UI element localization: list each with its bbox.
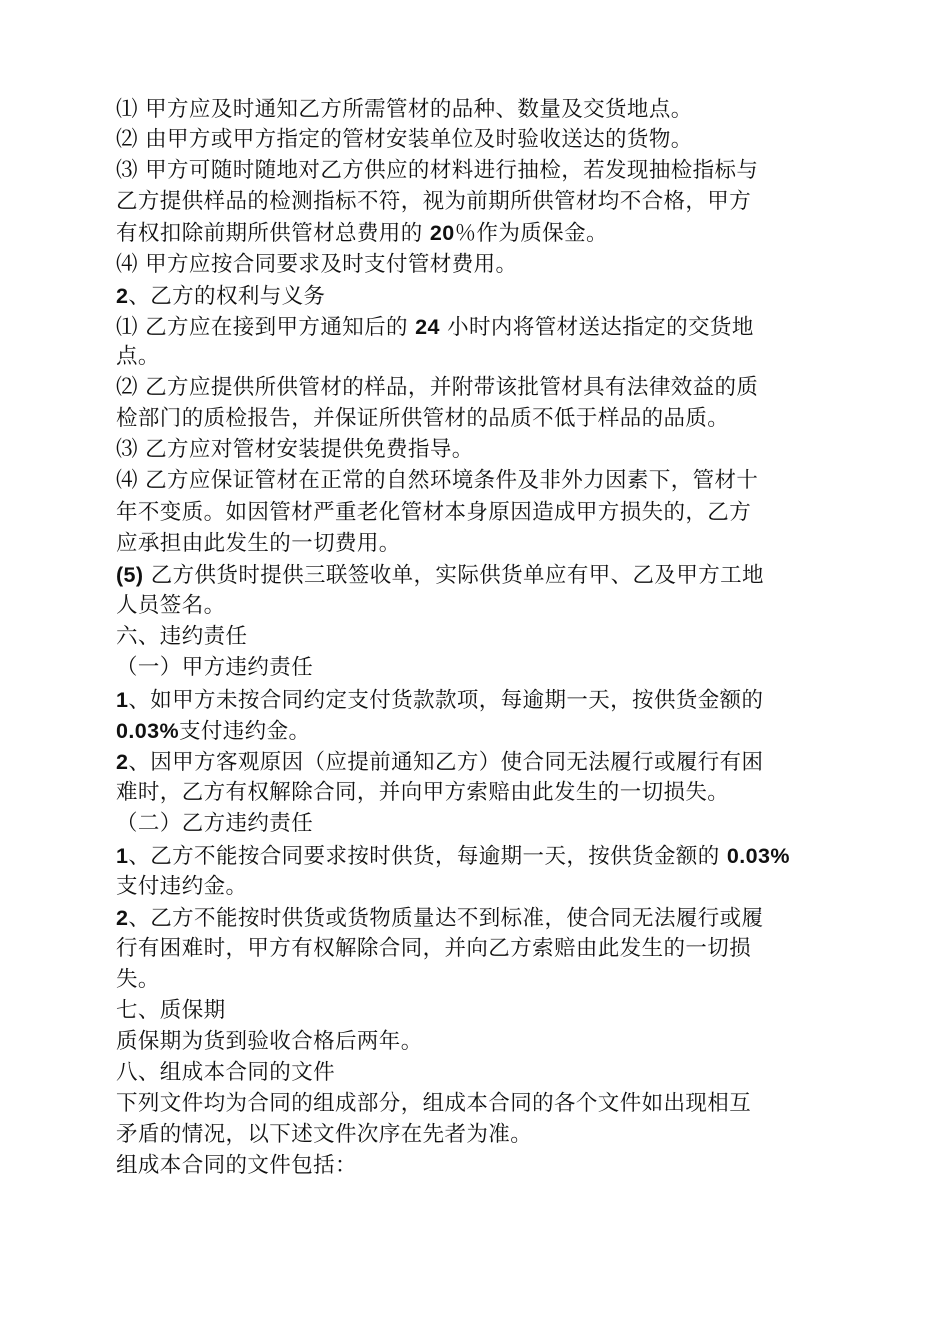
number-span: 24: [415, 315, 440, 339]
text-line: 支付违约金。: [116, 874, 248, 899]
text-line: 组成本合同的文件包括：: [116, 1153, 357, 1178]
text-line: 应承担由此发生的一切费用。: [116, 531, 401, 556]
text-line: [116, 218, 876, 249]
text-span: ％作为质保金。: [454, 221, 608, 246]
text-line: ⑶ 乙方应对管材安装提供免费指导。: [116, 437, 474, 462]
text-line: ⑶ 甲方可随时随地对乙方供应的材料进行抽检，若发现抽检指标与: [116, 158, 759, 183]
subsection-heading: （一）甲方违约责任: [116, 655, 314, 680]
number-span: 1: [116, 688, 129, 712]
text-line: [116, 560, 876, 591]
text-line: ⑵ 由甲方或甲方指定的管材安装单位及时验收送达的货物。: [116, 127, 693, 152]
text-line: 年不变质。如因管材严重老化管材本身原因造成甲方损失的，乙方: [116, 500, 752, 525]
text-span: ⑴ 乙方应在接到甲方通知后的: [116, 315, 416, 340]
number-span: 1: [116, 844, 129, 868]
number-span: 20: [429, 221, 455, 245]
text-line: 点。: [116, 344, 160, 369]
text-span: 、乙方不能按时供货或货物质量达不到标准，使合同无法履行或履: [128, 906, 764, 931]
text-line: 下列文件均为合同的组成部分，组成本合同的各个文件如出现相互: [116, 1091, 752, 1116]
number-span: 0.03%: [116, 719, 179, 743]
text-line: 检部门的质检报告，并保证所供管材的品质不低于样品的品质。: [116, 406, 730, 431]
number-span: 2: [116, 906, 129, 930]
number-span: 0.03%: [726, 844, 790, 868]
section-heading: 六、违约责任: [116, 624, 248, 649]
text-line: ⑷ 甲方应按合同要求及时支付管材费用。: [116, 252, 518, 277]
text-line: [116, 716, 876, 747]
text-line: [116, 747, 876, 778]
subsection-heading: （二）乙方违约责任: [116, 811, 314, 836]
text-span: 、因甲方客观原因（应提前通知乙方）使合同无法履行或履行有困: [128, 750, 764, 775]
text-span: 、乙方的权利与义务: [128, 284, 326, 309]
section-heading: 八、组成本合同的文件: [116, 1060, 336, 1085]
text-line: [116, 841, 876, 872]
section-heading: 七、质保期: [116, 998, 226, 1023]
text-line: [116, 312, 876, 343]
number-span: 2: [116, 284, 129, 308]
text-span: 支付违约金。: [178, 719, 311, 744]
text-line: 矛盾的情况，以下述文件次序在先者为准。: [116, 1122, 533, 1147]
text-span: 、乙方不能按合同要求按时供货，每逾期一天，按供货金额的: [128, 844, 727, 869]
text-line: 失。: [116, 967, 160, 992]
text-line: 难时，乙方有权解除合同，并向甲方索赔由此发生的一切损失。: [116, 780, 730, 805]
text-span: 乙方供货时提供三联签收单，实际供货单应有甲、乙及甲方工地: [143, 563, 764, 588]
text-span: 、如甲方未按合同约定支付货款款项，每逾期一天，按供货金额的: [128, 688, 764, 713]
section-heading: [116, 281, 876, 312]
number-span: (5): [116, 563, 144, 587]
text-line: 人员签名。: [116, 593, 226, 618]
text-line: 乙方提供样品的检测指标不符，视为前期所供管材均不合格，甲方: [116, 189, 752, 214]
text-line: ⑴ 甲方应及时通知乙方所需管材的品种、数量及交货地点。: [116, 97, 693, 122]
text-span: 有权扣除前期所供管材总费用的: [116, 221, 430, 246]
text-span: 小时内将管材送达指定的交货地: [439, 315, 754, 340]
text-line: [116, 685, 876, 716]
text-line: 行有困难时，甲方有权解除合同，并向乙方索赔由此发生的一切损: [116, 936, 752, 961]
text-line: ⑵ 乙方应提供所供管材的样品，并附带该批管材具有法律效益的质: [116, 375, 759, 400]
text-line: 质保期为货到验收合格后两年。: [116, 1029, 423, 1054]
text-line: ⑷ 乙方应保证管材在正常的自然环境条件及非外力因素下，管材十: [116, 468, 759, 493]
number-span: 2: [116, 750, 129, 774]
text-line: [116, 903, 876, 934]
